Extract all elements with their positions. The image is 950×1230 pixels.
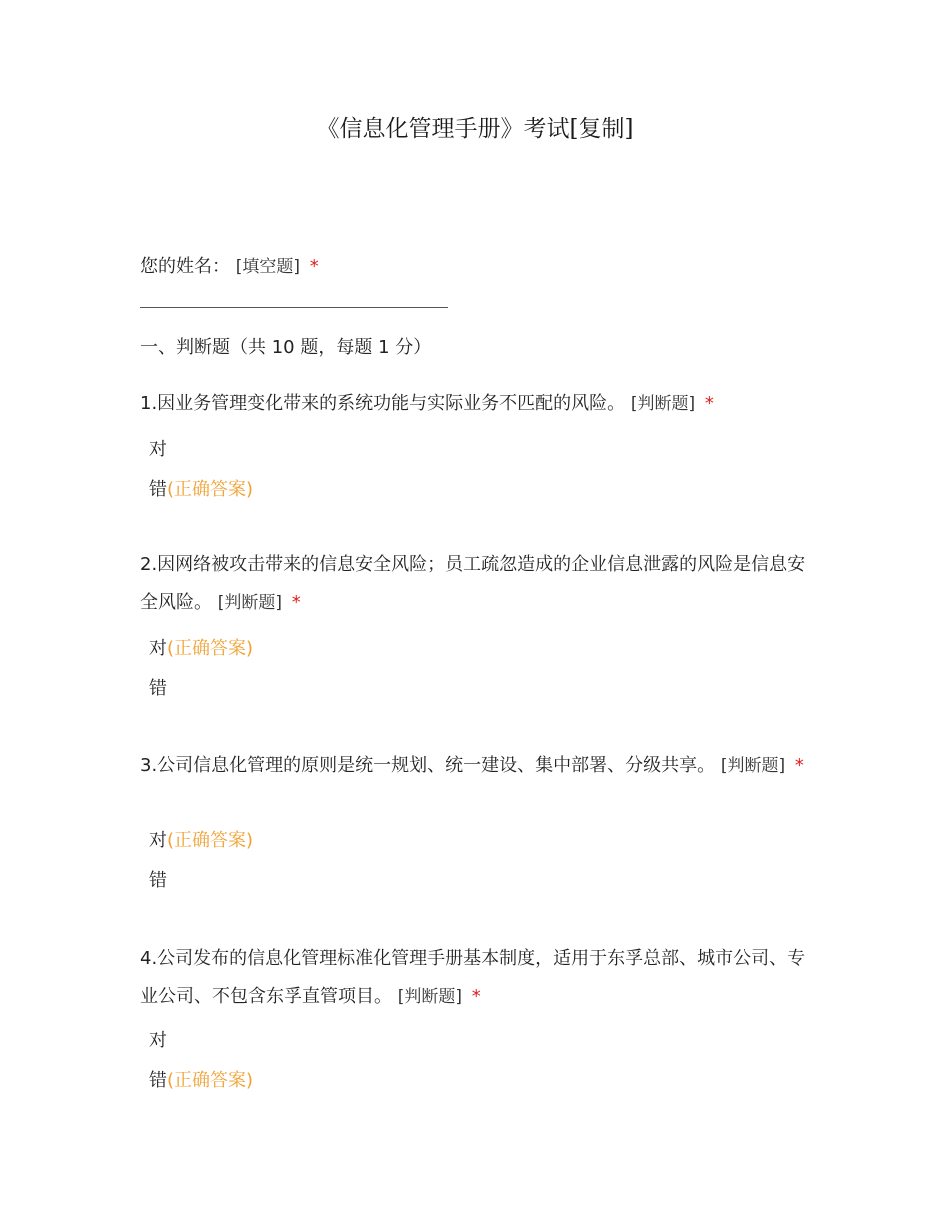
required-mark: * — [704, 393, 714, 414]
question-type-tag: [判断题] — [397, 987, 462, 1007]
required-mark: * — [291, 592, 301, 613]
option-label: 错 — [149, 479, 167, 500]
name-field-label: 您的姓名： — [140, 256, 230, 277]
option-false[interactable] — [149, 470, 253, 510]
question-text: 3.公司信息化管理的原则是统一规划、统一建设、集中部署、分级共享。 — [140, 755, 716, 776]
question-2-options — [149, 629, 253, 709]
option-label: 对 — [149, 1030, 167, 1051]
option-label: 对 — [149, 830, 167, 851]
question-1 — [140, 385, 810, 423]
option-false[interactable] — [149, 861, 253, 901]
section-title: 一、判断题（共 10 题，每题 1 分） — [140, 337, 432, 358]
required-mark: * — [794, 755, 804, 776]
correct-answer-mark: (正确答案) — [167, 479, 254, 500]
question-text: 2.因网络被攻击带来的信息安全风险；员工疏忽造成的企业信息泄露的风险是信息安全风险。 — [140, 554, 806, 613]
question-2 — [140, 546, 810, 622]
required-mark: * — [309, 256, 319, 277]
option-true[interactable] — [149, 1021, 253, 1061]
question-4-options — [149, 1021, 253, 1101]
option-true[interactable] — [149, 821, 253, 861]
option-true[interactable] — [149, 430, 253, 470]
question-type-tag: [判断题] — [217, 593, 282, 613]
option-label: 对 — [149, 439, 167, 460]
option-label: 错 — [149, 1070, 167, 1091]
fill-type-tag: [填空题] — [235, 257, 300, 277]
correct-answer-mark: (正确答案) — [167, 1070, 254, 1091]
required-mark: * — [471, 986, 481, 1007]
option-true[interactable] — [149, 629, 253, 669]
question-text: 4.公司发布的信息化管理标准化管理手册基本制度，适用于东孚总部、城市公司、专业公司、不包含东孚直管项目。 — [140, 948, 806, 1007]
option-label: 错 — [149, 678, 167, 699]
question-text: 1.因业务管理变化带来的系统功能与实际业务不匹配的风险。 — [140, 393, 626, 414]
question-1-options — [149, 430, 253, 510]
name-field — [140, 252, 319, 278]
question-type-tag: [判断题] — [630, 394, 696, 414]
correct-answer-mark: (正确答案) — [167, 638, 254, 659]
option-label: 错 — [149, 870, 167, 891]
question-type-tag: [判断题] — [720, 756, 786, 776]
correct-answer-mark: (正确答案) — [167, 830, 254, 851]
option-false[interactable] — [149, 669, 253, 709]
option-false[interactable] — [149, 1061, 253, 1101]
question-3-options — [149, 821, 253, 901]
page-title: 《信息化管理手册》考试[复制] — [316, 116, 634, 142]
name-input-line[interactable] — [140, 307, 448, 308]
question-4 — [140, 940, 810, 1016]
option-label: 对 — [149, 638, 167, 659]
question-3 — [140, 747, 810, 785]
